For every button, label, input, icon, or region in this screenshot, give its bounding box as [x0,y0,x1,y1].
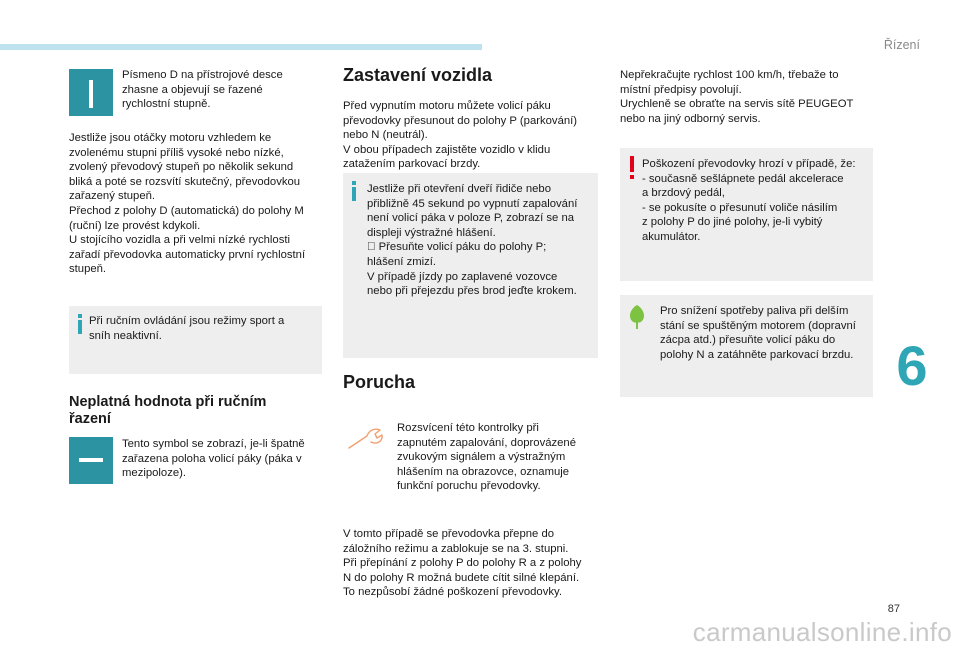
header-bar [0,44,482,50]
page-number: 87 [887,603,900,615]
wrench-warning-text: Rozsvícení této kontrolky při zapnutém zapalování, doprovázené zvukovým signálem a výstražným hlášením na obrazovce, oznamuje funkční poruchu převodovky. [397,422,576,493]
wrench-icon [345,422,385,452]
left-paragraph: Jestliže jsou otáčky motoru vzhledem ke zvolenému stupni příliš vysoké nebo nízké, zvolený převodový stupeň po několik sekund bliká a poté se rozsvítí skutečný, převodovkou zařazený stupeň. Přechod z polohy D (automatická) do polohy M (ruční) lze provést kdykoli. U stojícího vozidla a při velmi nízké rychlosti zařadí převodovka automaticky první rychlostní stupeň. [69,132,306,276]
info-note-middle-text: Jestliže při otevření dveří řidiče nebo přibližně 45 sekund po vypnutí zapalování není volicí páka v poloze P, zobrazí se na displeji výstražné hlášení. Přesuňte volicí páku do polohy P; hlášení zmizí. V případě jízdy po zaplavené vozovce nebo při přejezdu přes brod jeďte krokem. [367,183,578,298]
info-note-text: Při ručním ovládání jsou režimy sport a sníh neaktivní. [89,315,285,342]
dash-indicator-text: Tento symbol se zobrazí, je-li špatně zařazena poloha volicí páky (páka v mezipoloze). [122,438,305,480]
warning-note-text: Poškození převodovky hrozí v případě, že: - současně sešlápnete pedál akcelerace a brzdový pedál, - se pokusíte o přesunutí voliče násilím z polohy P do jiné polohy, je-li vybitý akumulátor. [642,158,856,243]
dash-indicator-icon [69,437,113,484]
vehicle-stop-paragraph: Před vypnutím motoru můžete volicí páku převodovky přesunout do polohy P (parkování) nebo N (neutrál). V obou případech zajistěte vozidlo v klidu zatažením parkovací brzdy. [343,100,578,171]
info-note-left [69,306,322,374]
right-paragraph: Nepřekračujte rychlost 100 km/h, třebaže to místní předpisy povolují. Urychleně se obraťte na servis sítě PEUGEOT nebo na jiný odborný servis. [620,69,854,125]
info-icon [77,314,83,334]
eco-note [620,295,873,397]
info-icon [351,181,357,201]
d-indicator-text: Písmeno D na přístrojové desce zhasne a objevují se řazené rychlostní stupně. [122,69,283,111]
chapter-number: 6 [896,334,928,397]
eco-note-text: Pro snížení spotřeby paliva při delším stání se spuštěným motorem (dopravní zácpa atd.) přesuňte volicí páku do polohy N a zatáhněte parkovací brzdu. [660,305,856,361]
info-note-middle [343,173,598,358]
failure-paragraph: V tomto případě se převodovka přepne do záložního režimu a zablokuje se na 3. stupni. Při přepínání z polohy P do polohy R a z polohy N do polohy R možná budete cítit silné klepání. To nezpůsobí žádné poškození převodovky. [343,528,582,599]
warning-note [620,148,873,281]
d-indicator-icon [69,69,113,116]
watermark: carmanualsonline.info [692,617,952,647]
heading-vehicle-stop: Zastavení vozidla [343,65,493,85]
section-title: Řízení [883,38,920,52]
heading-invalid-value: Neplatná hodnota při ručním řazení [69,394,267,427]
leaf-icon [626,303,648,331]
heading-failure: Porucha [343,372,416,392]
warning-icon [630,156,636,180]
